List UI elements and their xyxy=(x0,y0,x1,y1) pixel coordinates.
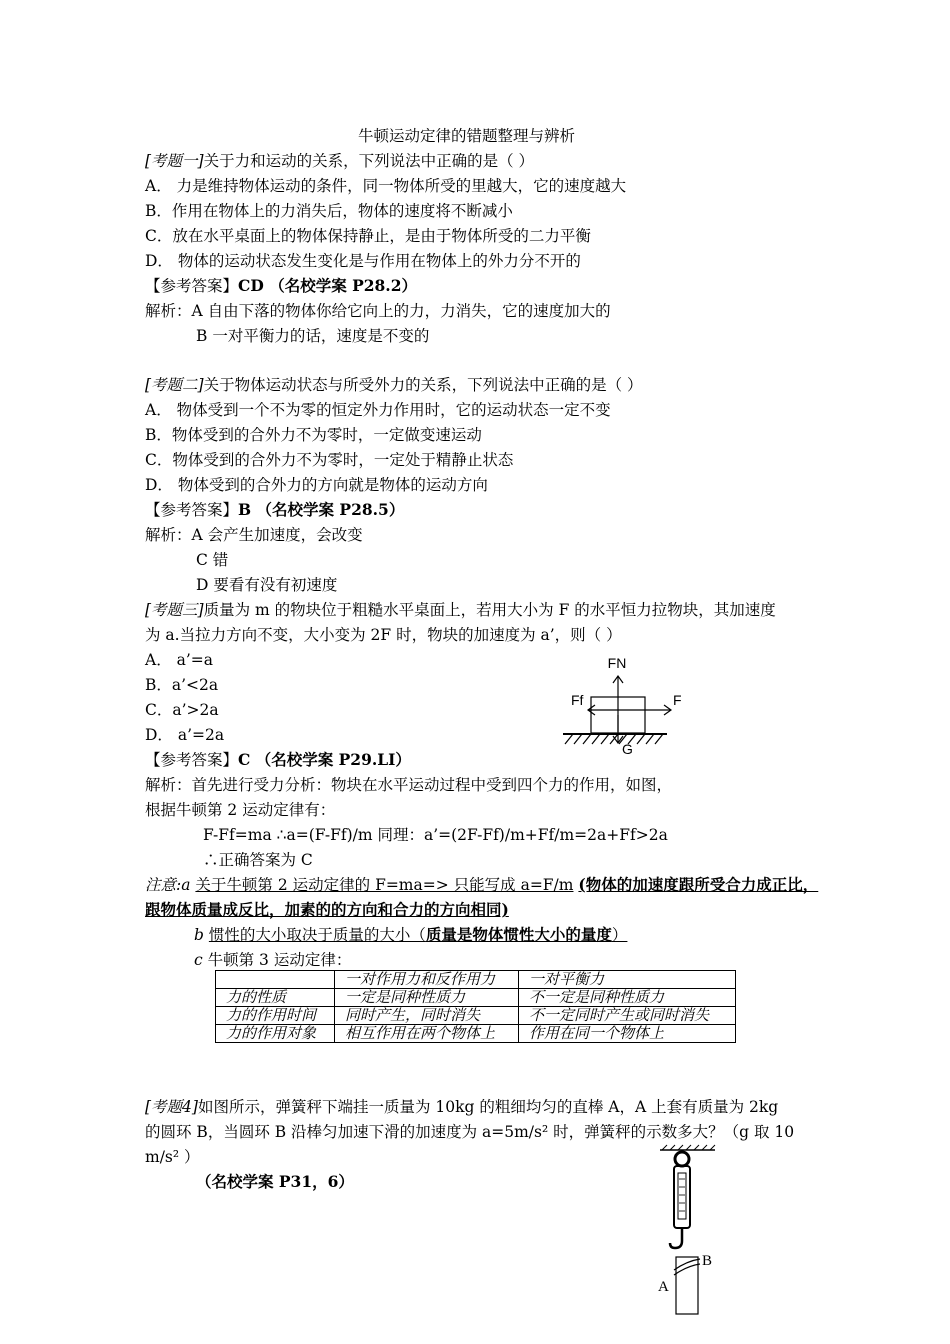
q1-option-c: C．放在水平桌面上的物体保持静止，是由于物体所受的二力平衡 xyxy=(145,227,591,245)
table-cell: 不一定是同种性质力 xyxy=(519,989,736,1007)
note-b: b 惯性的大小取决于质量的大小（质量是物体惯性大小的量度） xyxy=(194,925,628,944)
table-cell: 一对平衡力 xyxy=(519,971,736,989)
question-4-stem: [考题4]如图所示，弹簧秤下端挂一质量为 10kg 的粗细均匀的直棒 A，A 上套有质量为 2kg xyxy=(145,1098,779,1116)
q2-analysis-c: C 错 xyxy=(196,551,229,569)
table-cell: 力的性质 xyxy=(216,989,335,1007)
q1-analysis-b: B 一对平衡力的话，速度是不变的 xyxy=(196,327,430,345)
q1-option-d: D． 物体的运动状态发生变化是与作用在物体上的外力分不开的 xyxy=(145,252,581,270)
question-4-stem-cont: 的圆环 B，当圆环 B 沿棒匀加速下滑的加速度为 a=5m/s² 时，弹簧秤的示数多大？（g 取 10 xyxy=(145,1123,795,1141)
page-title: 牛顿运动定律的错题整理与辨析 xyxy=(358,127,576,145)
question-2-stem: [考题二]关于物体运动状态与所受外力的关系，下列说法中正确的是（ ） xyxy=(145,376,643,394)
q3-option-b: B．a’<2a xyxy=(145,676,219,694)
table-row xyxy=(216,1007,736,1025)
g-label: G xyxy=(622,741,633,757)
table-cell: 力的作用时间 xyxy=(216,1007,335,1025)
q1-answer: 【参考答案】CD （名校学案 P28.2） xyxy=(145,276,417,295)
fn-label: FN xyxy=(607,655,627,671)
q1-option-a: A． 力是维持物体运动的条件，同一物体所受的里越大，它的速度越大 xyxy=(145,177,627,195)
table-header-row xyxy=(216,971,736,989)
table-row xyxy=(216,1025,736,1043)
newton-third-law-table xyxy=(215,970,736,1043)
q1-option-b: B．作用在物体上的力消失后，物体的速度将不断减小 xyxy=(145,202,513,220)
q2-option-c: C．物体受到的合外力不为零时，一定处于精静止状态 xyxy=(145,451,514,469)
force-diagram xyxy=(555,650,680,760)
spring-scale-diagram xyxy=(650,1145,730,1320)
table-row xyxy=(216,989,736,1007)
table-cell: 一定是同种性质力 xyxy=(335,989,519,1007)
q3-option-d: D． a’=2a xyxy=(145,726,225,744)
table-cell: 不一定同时产生或同时消失 xyxy=(519,1007,736,1025)
hook xyxy=(670,1228,682,1248)
top-ring xyxy=(675,1152,689,1166)
q3-option-c: C．a’>2a xyxy=(145,701,219,719)
q3-option-a: A． a’=a xyxy=(145,651,214,669)
q1-analysis: 解析：A 自由下落的物体你给它向上的力，力消失，它的速度加大的 xyxy=(145,302,611,320)
note-a-cont: 跟物体质量成反比，加素的的方向和合力的方向相同) xyxy=(145,900,509,919)
label-b: B xyxy=(702,1253,713,1269)
table-cell: 力的作用对象 xyxy=(216,1025,335,1043)
q3-formula: F-Ff=ma ∴a=(F-Ff)/m 同理：a’=(2F-Ff)/m+Ff/m=2a+Ff>2a xyxy=(203,826,668,844)
note-c: c 牛顿第 3 运动定律： xyxy=(194,951,352,969)
label-a: A xyxy=(658,1279,669,1295)
q3-conclusion: ∴正确答案为 C xyxy=(203,851,313,869)
q2-option-d: D． 物体受到的合外力的方向就是物体的运动方向 xyxy=(145,476,488,494)
table-cell: 相互作用在两个物体上 xyxy=(335,1025,519,1043)
q3-analysis: 解析：首先进行受力分析：物块在水平运动过程中受到四个力的作用，如图， xyxy=(145,776,673,794)
q2-analysis-d: D 要看有没有初速度 xyxy=(196,576,338,594)
table-cell: 一对作用力和反作用力 xyxy=(335,971,519,989)
question-3-stem-cont: 为 a.当拉力方向不变，大小变为 2F 时，物块的加速度为 a’，则（ ） xyxy=(145,626,622,644)
q2-analysis: 解析：A 会产生加速度，会改变 xyxy=(145,526,363,544)
question-1-stem: [考题一]关于力和运动的关系，下列说法中正确的是（ ） xyxy=(145,152,535,170)
ff-label: Ff xyxy=(571,692,584,708)
table-cell: 作用在同一个物体上 xyxy=(519,1025,736,1043)
question-3-stem: [考题三]质量为 m 的物块位于粗糙水平桌面上，若用大小为 F 的水平恒力拉物块，其加速度 xyxy=(145,601,776,619)
q3-answer: 【参考答案】C （名校学案 P29.LI） xyxy=(145,750,411,769)
table-cell xyxy=(216,971,335,989)
note-a: 注意:a 关于牛顿第 2 运动定律的 F=ma=> 只能写成 a=F/m (物体的加速度跟所受合力成正比， xyxy=(145,875,819,894)
table-cell: 同时产生，同时消失 xyxy=(335,1007,519,1025)
q4-reference: （名校学案 P31，6） xyxy=(196,1172,354,1191)
q2-answer: 【参考答案】B （名校学案 P28.5） xyxy=(145,500,405,519)
q2-option-b: B．物体受到的合外力不为零时，一定做变速运动 xyxy=(145,426,482,444)
q2-option-a: A． 物体受到一个不为零的恒定外力作用时，它的运动状态一定不变 xyxy=(145,401,611,419)
question-4-stem-end: m/s² ） xyxy=(145,1148,200,1166)
q3-analysis-cont: 根据牛顿第 2 运动定律有： xyxy=(145,801,336,819)
f-label: F xyxy=(673,692,682,708)
